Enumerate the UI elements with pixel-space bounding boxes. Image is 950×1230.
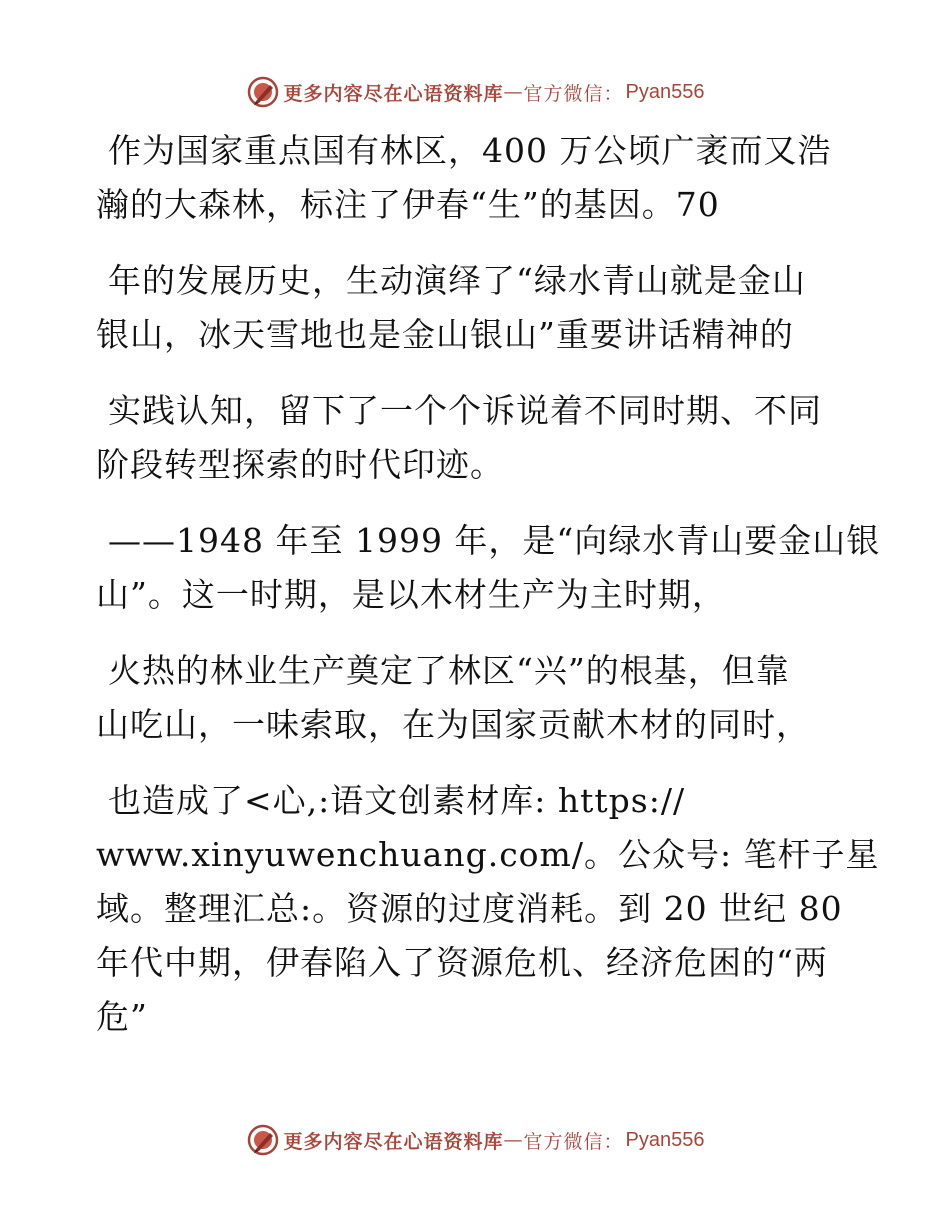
watermark-wechat-handle: Pyan556 — [625, 80, 705, 103]
text-line: 山吃山，一味索取，在为国家贡献木材的同时， — [96, 705, 810, 744]
text-line: 火热的林业生产奠定了林区“兴”的根基，但靠 — [108, 651, 790, 690]
watermark-official-label: 官方微信： — [523, 82, 624, 105]
watermark-wechat-handle: Pyan556 — [625, 1128, 705, 1151]
watermark-dash: — — [503, 1129, 524, 1151]
text-line: 也造成了<心,:语文创素材库: https:// — [108, 781, 686, 820]
text-line: 年代中期，伊春陷入了资源危机、经济危困的“两 — [96, 943, 828, 982]
text-line: 实践认知，留下了一个个诉说着不同时期、不同 — [108, 391, 822, 430]
text-line: 作为国家重点国有林区，400 万公顷广袤而又浩 — [108, 131, 832, 170]
watermark-official-label: 官方微信： — [523, 1130, 624, 1153]
pen-logo-icon — [246, 1123, 280, 1157]
text-line: 阶段转型探索的时代印迹。 — [96, 445, 504, 484]
watermark-brand-text: 更多内容尽在心语资料库 — [283, 82, 504, 105]
paragraph — [96, 384, 856, 492]
text-line: 年的发展历史，生动演绎了“绿水青山就是金山 — [108, 261, 806, 300]
text-line: ——1948 年至 1999 年，是“向绿水青山要金山银 — [108, 521, 881, 560]
text-line: 危” — [96, 997, 148, 1036]
watermark-dash: — — [503, 81, 524, 103]
pen-logo-icon — [246, 75, 280, 109]
paragraph — [96, 124, 856, 232]
text-line: 域。整理汇总:。资源的过度消耗。到 20 世纪 80 — [96, 889, 843, 928]
paragraph — [96, 254, 856, 362]
text-line: 银山，冰天雪地也是金山银山”重要讲话精神的 — [96, 315, 794, 354]
footer-watermark — [0, 1118, 950, 1162]
url-text-line: www.xinyuwenchuang.com/。公众号: 笔杆子星 — [96, 835, 880, 874]
header-watermark — [0, 70, 950, 114]
document-body — [96, 124, 881, 1066]
text-line: 瀚的大森林，标注了伊春“生”的基因。70 — [96, 185, 720, 224]
text-line: 山”。这一时期，是以木材生产为主时期， — [96, 575, 726, 614]
paragraph — [96, 644, 856, 752]
watermark-brand-text: 更多内容尽在心语资料库 — [283, 1130, 504, 1153]
paragraph — [96, 774, 880, 1044]
paragraph — [96, 514, 881, 622]
